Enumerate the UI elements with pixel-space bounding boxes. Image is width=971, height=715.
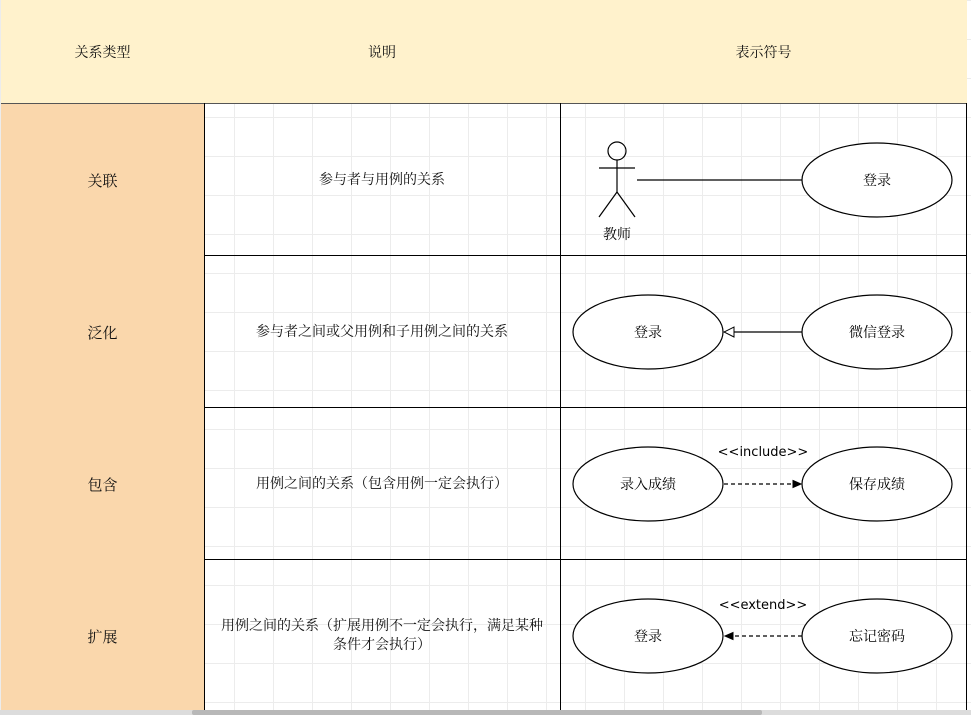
extension-usecase-label: 忘记密码	[849, 629, 905, 645]
base-usecase-label: 登录	[634, 629, 662, 645]
header-description: 说明	[368, 44, 396, 61]
desc-association: 参与者与用例的关系	[319, 171, 445, 188]
base-usecase-label: 录入成绩	[620, 477, 676, 493]
usecase-label: 登录	[863, 173, 891, 189]
type-generalization: 泛化	[87, 323, 118, 342]
header-symbol: 表示符号	[735, 44, 792, 61]
include-stereotype: <<include>>	[717, 445, 809, 460]
desc-include: 用例之间的关系（包含用例一定会执行）	[256, 475, 508, 492]
extend-stereotype: <<extend>>	[718, 598, 808, 613]
included-usecase-label: 保存成绩	[849, 477, 905, 493]
parent-usecase-label: 登录	[634, 325, 662, 341]
desc-extend-line1: 用例之间的关系（扩展用例不一定会执行，满足某种	[221, 618, 543, 634]
type-include: 包含	[87, 475, 118, 494]
desc-extend-line2: 条件才会执行）	[333, 637, 431, 653]
header-relation-type: 关系类型	[74, 44, 131, 61]
actor-label: 教师	[603, 227, 631, 243]
type-association: 关联	[87, 171, 118, 190]
scrollbar-thumb[interactable]	[192, 710, 762, 715]
desc-generalization: 参与者之间或父用例和子用例之间的关系	[256, 323, 508, 340]
type-extend: 扩展	[87, 627, 118, 646]
child-usecase-label: 微信登录	[849, 325, 905, 341]
actor-figure	[599, 142, 635, 217]
